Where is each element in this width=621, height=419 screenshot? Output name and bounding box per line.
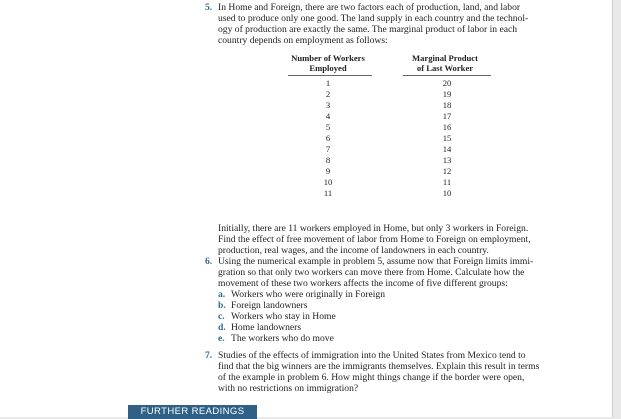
problem-6-line: Using the numerical example in problem 5, assume now that Foreign limits immi-: [218, 256, 534, 267]
problem-5-line: country depends on employment as follows:: [218, 34, 388, 46]
problem-5-line: In Home and Foreign, there are two factors each of production, land, and labor: [218, 2, 521, 13]
problem-5-number: 5.: [205, 2, 213, 13]
problem-7-text: [218, 351, 539, 395]
header-line: Number of Workers: [291, 53, 365, 63]
table-row: [286, 177, 502, 188]
mpl-cell: 20: [442, 78, 452, 88]
subitem-text: Foreign landowners: [231, 300, 308, 311]
mpl-cell: 18: [442, 100, 452, 110]
workers-cell: 10: [323, 177, 333, 187]
mpl-cell: 13: [442, 155, 452, 165]
mpl-cell: 17: [442, 111, 452, 121]
table-row: [286, 144, 502, 155]
mpl-cell: 11: [442, 177, 452, 187]
workers-cell: 8: [325, 155, 331, 165]
problem-5-line: ogy of production are exactly the same. The marginal product of labor in each: [218, 23, 518, 35]
subitem-text: Home landowners: [231, 322, 302, 333]
column-header-workers: [286, 54, 370, 73]
problem-7-line: find that the big winners are the immigrants themselves. Explain this result in terms: [218, 360, 540, 372]
section-heading-further-readings: FURTHER READINGS: [128, 405, 257, 419]
subitem-text: The workers who do move: [231, 333, 334, 344]
workers-cell: 2: [325, 89, 331, 99]
table-row: [286, 78, 502, 89]
problem-6-line: gration so that only two workers can move there from Home. Calculate how the: [218, 266, 525, 278]
mpl-cell: 14: [442, 144, 452, 154]
problem-5-continuation-line: Find the effect of free movement of labor from Home to Foreign on employment,: [218, 233, 531, 245]
mpl-cell: 15: [442, 133, 452, 143]
problem-6-number: 6.: [205, 256, 213, 267]
table-row: [286, 100, 502, 111]
problem-6-text: [218, 257, 533, 290]
problem-5-continuation: [218, 224, 531, 257]
table-row: [286, 188, 502, 199]
problem-7-line: of the example in problem 6. How might things change if the border were open,: [218, 371, 525, 383]
header-line: Employed: [309, 62, 347, 73]
workers-cell: 5: [325, 122, 331, 132]
table-row: [286, 133, 502, 144]
mpl-cell: 19: [442, 89, 452, 99]
column-header-marginal-product: [401, 54, 489, 73]
subitem-letter: d.: [218, 322, 226, 333]
problem-7-number: 7.: [205, 350, 213, 361]
workers-cell: 1: [325, 78, 331, 88]
table-row: [286, 89, 502, 100]
mpl-cell: 16: [442, 122, 452, 132]
problem-7-line: with no restrictions on immigration?: [218, 382, 359, 394]
workers-cell: 6: [325, 133, 331, 143]
problem-5-line: used to produce only one good. The land supply in each country and the technol-: [218, 12, 529, 24]
problem-5-continuation-line: Initially, there are 11 workers employed in Home, but only 3 workers in Foreign.: [218, 223, 529, 234]
subitem-text: Workers who stay in Home: [231, 311, 336, 322]
mpl-cell: 10: [442, 188, 452, 198]
problem-5-continuation-line: production, real wages, and the income of landowners in each country.: [218, 244, 489, 256]
subitem-letter: a.: [218, 289, 226, 300]
workers-cell: 3: [325, 100, 331, 110]
table-row: [286, 122, 502, 133]
workers-cell: 4: [325, 111, 331, 121]
table-row: [286, 166, 502, 177]
mpl-cell: 12: [442, 166, 452, 176]
header-line: of Last Worker: [416, 62, 474, 73]
header-rule: [288, 75, 372, 76]
table-row: [286, 155, 502, 166]
problem-6-subitem: [218, 334, 334, 345]
workers-cell: 9: [325, 166, 331, 176]
problem-6-line: movement of these two workers affects the income of five different groups:: [218, 277, 508, 289]
subitem-letter: e.: [218, 333, 225, 344]
subitem-text: Workers who were originally in Foreign: [231, 289, 386, 300]
workers-cell: 7: [325, 144, 331, 154]
problem-7-line: Studies of the effects of immigration into the United States from Mexico tend to: [218, 350, 526, 361]
table-row: [286, 111, 502, 122]
problem-5-text: [218, 3, 528, 47]
header-rule: [403, 75, 491, 76]
subitem-letter: c.: [218, 311, 225, 322]
workers-cell: 11: [323, 188, 333, 198]
header-line: Marginal Product: [412, 53, 478, 63]
subitem-letter: b.: [218, 300, 226, 311]
